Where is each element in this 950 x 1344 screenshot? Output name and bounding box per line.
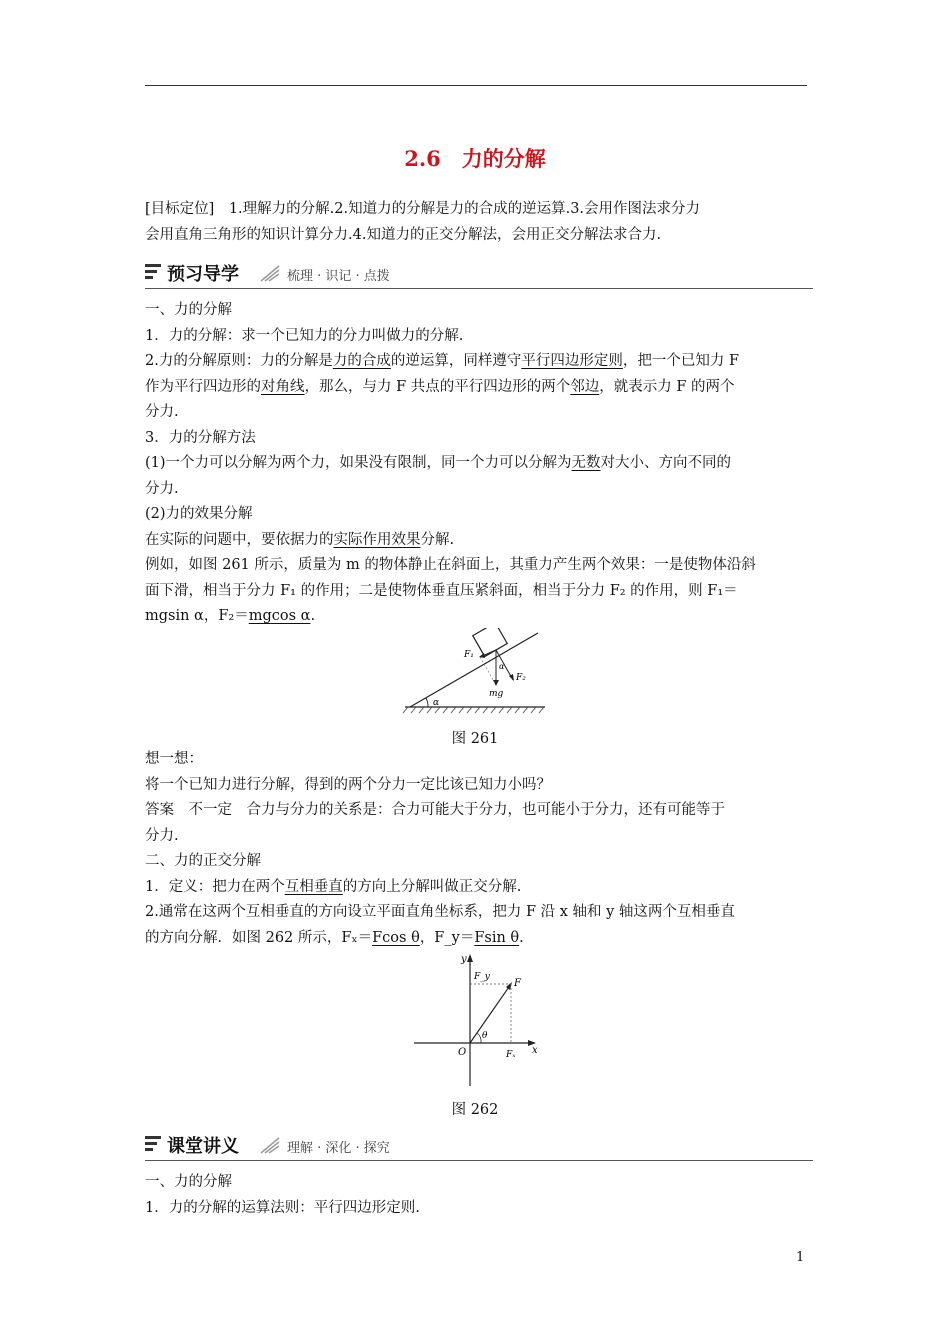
text-line [145, 875, 815, 901]
text-span: 的方向上分解叫做正交分解. [342, 878, 522, 895]
text-line: (2)力的效果分解 [145, 506, 253, 522]
answer-blank: 无数 [571, 455, 601, 471]
section-slash-icon [259, 1136, 281, 1154]
text-line: 分力. [145, 480, 179, 497]
text-line: 分力. [145, 404, 179, 420]
text-line [145, 604, 815, 630]
answer-blank: 实际作用效果 [333, 531, 421, 548]
fx-label: Fₓ [506, 1050, 516, 1060]
f1-label: F₁ [464, 650, 474, 660]
section-title: 课堂讲义 [167, 1136, 239, 1157]
section-title: 预习导学 [167, 264, 239, 285]
text-line [145, 926, 815, 952]
text-span: 的方向分解．如图 262 所示，Fₓ＝ [145, 929, 373, 946]
answer-blank: 邻边 [570, 378, 600, 395]
heading-force-decomposition: 一、力的分解 [145, 302, 232, 318]
answer-blank: mgcos α [248, 608, 311, 624]
f2-label: F₂ [516, 673, 526, 683]
text-span: ，就表示力 F 的两个 [599, 378, 735, 395]
origin-label: O [458, 1047, 467, 1058]
answer-blank: Fcos θ [372, 929, 420, 946]
mg-label: mg [489, 689, 504, 699]
page-title: 2.6 力的分解 [404, 146, 546, 171]
text-line: 想一想： [145, 751, 203, 767]
text-line: 面下滑，相当于分力 F₁ 的作用；二是使物体垂直压紧斜面，相当于分力 F₂ 的作用，则 F₁＝ [145, 582, 738, 599]
alpha-label: α [433, 698, 440, 708]
figure-261-caption: 图 261 [451, 731, 499, 747]
text-span: (1)一个力可以分解为两个力，如果没有限制，同一个力可以分解为 [145, 455, 572, 471]
objectives-line-1: [目标定位] 1.理解力的分解.2.知道力的分解是力的合成的逆运算.3.会用作图法求分力 [145, 201, 701, 217]
section-subtitle: 理解 · 深化 · 探究 [287, 1141, 390, 1156]
text-line: 1．力的分解的运算法则：平行四边形定则. [145, 1199, 420, 1216]
theta-label: θ [482, 1031, 488, 1041]
text-span: 1．定义：把力在两个 [145, 878, 285, 895]
section-header-lecture [145, 1130, 813, 1161]
text-span: ，把一个已知力 F [622, 353, 740, 369]
answer-blank: 互相垂直 [284, 878, 343, 895]
answer-blank: 力的合成 [332, 353, 391, 369]
text-line: 2.通常在这两个互相垂直的方向设立平面直角坐标系，把力 F 沿 x 轴和 y 轴这两个互相垂直 [145, 904, 735, 920]
header-rule [145, 85, 807, 86]
text-line: 例如，如图 261 所示，质量为 m 的物体静止在斜面上，其重力产生两个效果：一是使物体沿斜 [145, 557, 756, 573]
text-line: 将一个已知力进行分解，得到的两个分力一定比该已知力小吗？ [145, 776, 551, 793]
figure-262-caption: 图 262 [451, 1102, 499, 1118]
text-span: ，F_y＝ [419, 929, 475, 946]
heading-force-decomposition: 一、力的分解 [145, 1174, 232, 1190]
text-span: 2.力的分解原则：力的分解是 [145, 353, 333, 369]
page-number: 1 [796, 1250, 805, 1265]
text-line [145, 375, 815, 401]
orthogonal-figure [410, 950, 550, 1090]
text-line: 答案 不一定 合力与分力的关系是：合力可能大于分力，也可能小于分力，还有可能等于 [145, 802, 725, 818]
text-span: mgsin α [145, 608, 204, 624]
section-subtitle: 梳理 · 识记 · 点拨 [287, 269, 390, 284]
think-block [145, 747, 815, 951]
text-line: 1．力的分解：求一个已知力的分力叫做力的分解. [145, 327, 464, 344]
y-axis-label: y [461, 954, 467, 965]
x-axis-label: x [532, 1045, 538, 1056]
section-header-preview [145, 258, 813, 289]
text-line: 3．力的分解方法 [145, 429, 256, 446]
text-line [145, 349, 815, 375]
section-slash-icon [259, 264, 281, 282]
text-span: ，那么，与力 F 共点的平行四边形的两个 [304, 378, 571, 395]
text-span: 分解. [420, 531, 455, 548]
text-span: 对大小、方向不同的 [600, 455, 732, 471]
heading-orthogonal: 二、力的正交分解 [145, 853, 261, 869]
fy-label: F_y [474, 972, 490, 982]
preview-block [145, 298, 815, 630]
incline-figure [400, 628, 550, 718]
lecture-block [145, 1170, 815, 1221]
text-span: ，F₂＝ [203, 608, 249, 624]
section-stripe-icon [145, 1134, 161, 1154]
alpha-label-small: α [499, 662, 505, 671]
text-span: 的逆运算，同样遵守 [390, 353, 522, 369]
section-stripe-icon [145, 262, 161, 282]
answer-blank: 对角线 [261, 378, 305, 395]
answer-blank: Fsin θ [474, 929, 520, 946]
text-line [145, 528, 815, 554]
text-span: 作为平行四边形的 [145, 378, 261, 395]
objectives-line-2: 会用直角三角形的知识计算分力.4.知道力的正交分解法，会用正交分解法求合力. [145, 226, 662, 243]
text-line: 分力. [145, 827, 179, 844]
text-span: . [310, 608, 316, 624]
f-label: F [514, 978, 521, 989]
text-span: . [519, 929, 524, 946]
text-line [145, 451, 815, 477]
text-span: 在实际的问题中，要依据力的 [145, 531, 334, 548]
answer-blank: 平行四边形定则 [521, 353, 623, 369]
objectives [145, 197, 815, 248]
